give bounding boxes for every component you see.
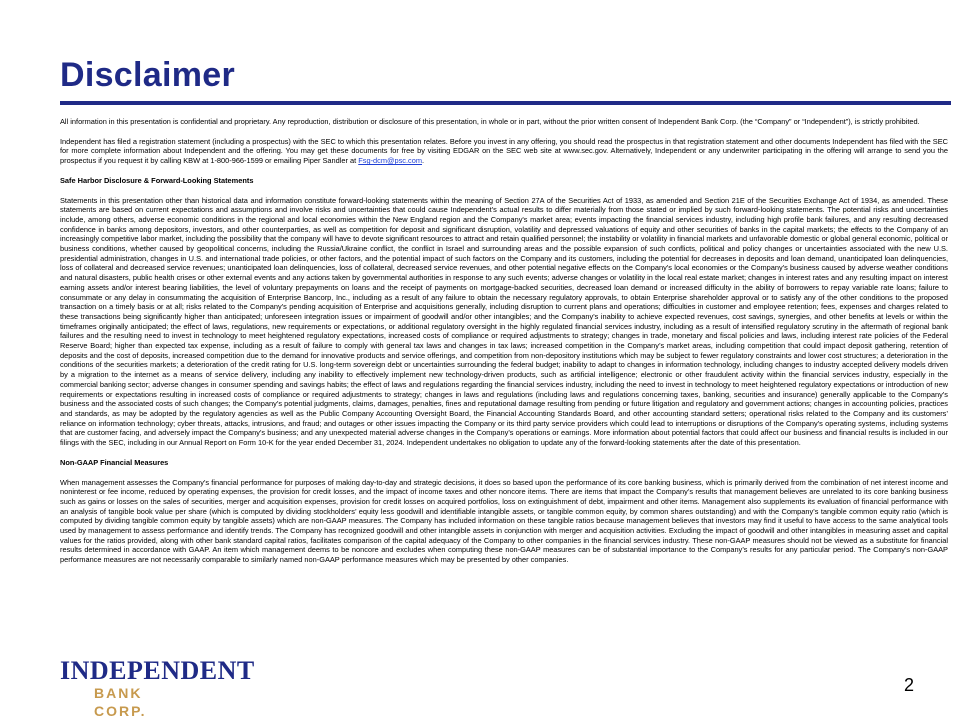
- logo-wordmark-independent: INDEPENDENT: [60, 656, 255, 685]
- registration-paragraph: [60, 137, 948, 166]
- non-gaap-heading: Non-GAAP Financial Measures: [60, 457, 169, 467]
- page-title: Disclaimer: [60, 56, 235, 94]
- confidentiality-paragraph: All information in this presentation is confidential and proprietary. Any reproduction, distribution or disclosure of this presentation, in whole or in part, without the prior written consent of Independent Bank Corp. (the “Company” or “Independent”), is strictly prohibited.: [60, 117, 920, 126]
- safe-harbor-heading: Safe Harbor Disclosure & Forward-Looking Statements: [60, 175, 254, 185]
- safe-harbor-paragraph: Statements in this presentation other than historical data and information constitute forward-looking statements within the meaning of Section 27A of the Securities Act of 1933, as amended and Section 21E of the Securities Exchange Act of 1934, as amended. These statements are based on current expectations and assumptions and involve risks and uncertainties that could cause Independent’s actual results to differ materially from those stated or implied by such forward-looking statements. The potential risks and uncertainties include, among others, adverse economic conditions in the regional and local economies within the New England region and the Company's market area; events impacting the financial services industry, including high profile bank failures, and any resulting decreased confidence in banks among depositors, investors, and other counterparties, as well as competition for deposit and significant disruption, volatility and depressed valuations of equity and other securities of banks in the capital markets; the effects to the Company of an increasingly competitive labor market, including the possibility that the company will have to devote significant resources to attract and retain qualified personnel; the instability or volatility in financial markets and unfavorable domestic or global general economic, political or business conditions, whether caused by geopolitical concerns, including the Russia/Ukraine conflict, the conflict in Israel and surrounding areas and the possible expansion of such conflicts, political and policy changes or uncertainties associated with the new U.S. presidential administration, changes in U.S. and international trade policies, or other factors, and the potential impact of such factors on the Company and its customers, including the potential for decreases in deposits and loan demand, unanticipated loan delinquencies, loss of collateral and decreased service revenues; unanticipated loan delinquencies, loss of collateral, decreased service revenues, and other potential negative effects on the Company’s local economies or the Company's business caused by adverse weather conditions and natural disasters, public health crises or other external events and any actions taken by governmental authorities in response to any such events; adverse changes or volatility in the local real estate market; changes in interest rates and any resulting impact on interest earning assets and/or interest bearing liabilities, the level of voluntary prepayments on loans and the receipt of payments on mortgage-backed securities, decreased loan demand or increased difficulty in the ability of borrowers to repay variable rate loans; failure to consummate or any delay in consummating the acquisition of Enterprise Bancorp, Inc., including as a result of any failure to obtain the necessary regulatory approvals, to obtain Enterprise shareholder approval or to satisfy any of the other conditions to the proposed transaction on a timely basis or at all; risks related to the Company’s pending acquisition of Enterprise and acquisitions generally, including disruption to current plans and operations; difficulties in customer and employee retention; fees, expenses and charges related to these transactions being significantly higher than anticipated; unforeseen integration issues or impairment of goodwill and/or other intangibles; and the Company's inability to achieve expected revenues, cost savings, synergies, and other benefits at levels or within the timeframes originally anticipated; the effect of laws, regulations, new requirements or expectations, or additional regulatory oversight in the highly regulated financial services industry, including as a result of intensified regulatory scrutiny in the aftermath of regional bank failures and the resulting need to invest in technology to meet heightened regulatory expectations, increased costs of compliance or required adjustments to strategy; changes in trade, monetary and fiscal policies and laws, including interest rate policies of the Federal Reserve Board; higher than expected tax expense, including as a result of failure to comply with general tax laws and changes in tax laws; increased competition in the Company’s market areas, including competition that could impact deposit gathering, retention of deposits and the cost of deposits, increased competition due to the demand for innovative products and service offerings, and competition from non-depository institutions which may be subject to fewer regulatory constraints and lower cost structures; a deterioration in the conditions of the securities markets; a deterioration of the credit rating for U.S. long-term sovereign debt or uncertainties surrounding the federal budget; inability to adapt to changes in information technology, including changes to industry accepted delivery models driven by a migration to the internet as a means of service delivery, including any inability to effectively implement new technology-driven products, such as artificial intelligence; electronic or other fraudulent activity within the financial services industry, especially in the commercial banking sector; adverse changes in consumer spending and savings habits; the effect of laws and regulations regarding the financial services industry, including the need to invest in technology to meet heightened regulatory expectations or introduction of new requirements or expectations resulting in increased costs of compliance or required adjustments to strategy; changes in laws and regulations (including laws and regulations concerning taxes, banking, securities and insurance) generally applicable to the Company’s business and the associated costs of such changes; the Company’s potential judgments, claims, damages, penalties, fines and reputational damage resulting from pending or future litigation and regulatory and government actions; changes in accounting policies, practices and standards, as may be adopted by the regulatory agencies as well as the Public Company Accounting Oversight Board, the Financial Accounting Standards Board, and other accounting standard setters; operational risks related to the Company and its customers’ reliance on information technology; cyber threats, attacks, intrusions, and fraud; and outages or other issues impacting the Company or its third party service providers which could lead to interruptions or disruptions of the Company’s operating systems, including systems that are customer facing, and adversely impact the Company’s business; and any unexpected material adverse changes in the Company’s operations or earnings. More information about potential factors that could affect our business and financial results is included in our filings with the SEC, including in our Annual Report on Form 10-K for the year ended December 31, 2024. Independent undertakes no obligation to update any of the forward-looking statements after the date of this presentation.: [60, 195, 948, 448]
- registration-text: Independent has filed a registration statement (including a prospectus) with the SEC to which this presentation relates. Before you invest in any offering, you should read the prospectus in that registration statement and other documents Independent has filed with the SEC for more complete information about Independent and the offering. You may get these documents for free by visiting EDGAR on the SEC web site at www.sec.gov. Alternatively, Independent or any underwriter participating in the offering will arrange to send you the prospectus if you request it by calling KBW at 1-800-966-1599 or emailing Piper Sandler at: [60, 136, 948, 166]
- non-gaap-paragraph: When management assesses the Company’s financial performance for purposes of making day-to-day and strategic decisions, it does so based upon the performance of its core banking business, which is primarily derived from the combination of net interest income and noninterest or fee income, reduced by operating expenses, the provision for credit losses, and the impact of income taxes and other noncore items. There are items that impact the Company’s results that management believes are unrelated to its core banking business such as gains or losses on the sales of securities, merger and acquisition expenses, provision for credit losses on acquired portfolios, loss on extinguishment of debt, impairment and other items. Management also supplements its evaluation of financial performance with an analysis of tangible book value per share (which is computed by dividing stockholders’ equity less goodwill and identifiable intangible assets, or tangible common equity, by common shares outstanding) and with the Company’s tangible common equity ratio (which is computed by dividing tangible common equity by tangible assets) which are non-GAAP measures. The Company has included information on these tangible ratios because management believes that investors may find it useful to have access to the same analytical tools used by management to assess performance and identify trends. The Company has recognized goodwill and other intangible assets in conjunction with merger and acquisition activities. Excluding the impact of goodwill and other intangibles in measuring asset and capital values for the ratios provided, along with other bank standard capital ratios, facilitates comparison of the capital adequacy of the Company to other companies in the financial services industry. These non-GAAP measures should not be viewed as a substitute for financial results determined in accordance with GAAP. An item which management deems to be noncore and excludes when computing these non-GAAP measures can be of substantial importance to the Company’s results for any particular period. The Company’s non-GAAP performance measures are not necessarily comparable to similarly named non-GAAP performance measures which may be presented by other companies.: [60, 477, 948, 565]
- registration-end: .: [422, 156, 425, 166]
- piper-sandler-email-link[interactable]: Fsg-dcm@psc.com: [358, 156, 423, 166]
- title-divider: [60, 101, 951, 105]
- logo-wordmark-bank-corp: BANK CORP.: [94, 685, 147, 719]
- disclaimer-content: [60, 117, 948, 575]
- company-logo: [60, 656, 255, 719]
- page-number: 2: [903, 675, 914, 695]
